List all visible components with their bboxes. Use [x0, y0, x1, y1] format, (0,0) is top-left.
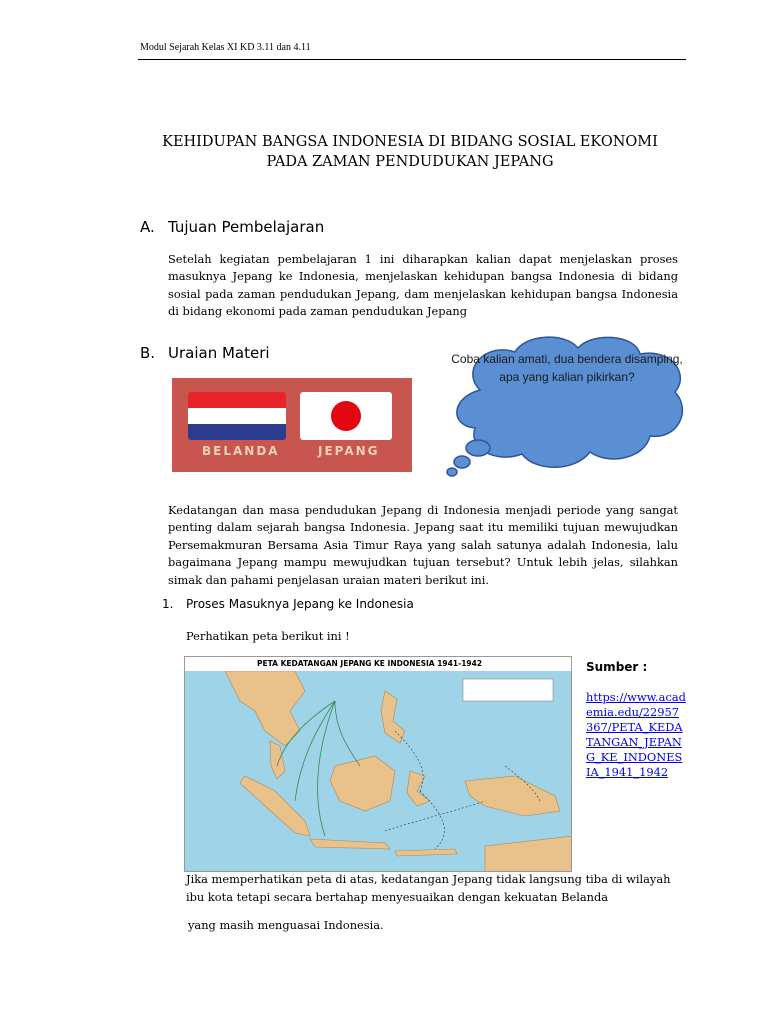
flags-image [172, 378, 412, 472]
section-a-heading [140, 218, 324, 236]
map-title: PETA KEDATANGAN JEPANG KE INDONESIA 1941-1942 [185, 657, 571, 671]
title-line-2: PADA ZAMAN PENDUDUKAN JEPANG [266, 154, 554, 170]
flag-label-jepang: JEPANG [318, 444, 380, 458]
section-b-paragraph: Kedatangan dan masa pendudukan Jepang di Indonesia menjadi periode yang sangat penting dalam sejarah bangsa Indonesia. Jepang saat itu memiliki tujuan mewujudkan Persemakmuran Bersama Asia Timur Raya yang salah satunya adalah Indonesia, lalu bagaimana Jepang mampu mewujudkan tujuan tersebut? Untuk lebih jelas, silahkan simak dan pahami penjelasan uraian materi berikut ini. [168, 503, 678, 587]
map-instruction: Perhatikan peta berikut ini ! [186, 629, 350, 643]
section-b-title: Uraian Materi [168, 344, 270, 362]
thought-cloud [440, 330, 690, 480]
section-b-letter: B. [140, 344, 156, 362]
map-explanation-continuation: yang masih menguasai Indonesia. [188, 918, 384, 932]
page-header: Modul Sejarah Kelas XI KD 3.11 dan 4.11 [140, 42, 311, 53]
section-a-letter: A. [140, 218, 155, 236]
map-explanation-paragraph: Jika memperhatikan peta di atas, kedatangan Jepang tidak langsung tiba di wilayah ibu kota tetapi secara bertahap menyesuaikan dengan kekuatan Belanda [186, 872, 671, 904]
section-b-heading [140, 344, 270, 362]
subsection-1-number: 1. [162, 597, 174, 611]
flag-label-belanda: BELANDA [202, 444, 280, 458]
japan-invasion-map [184, 656, 572, 872]
subsection-1-heading [162, 597, 414, 611]
japan-flag-icon [300, 392, 392, 440]
netherlands-flag-icon [188, 392, 286, 440]
subsection-1-title: Proses Masuknya Jepang ke Indonesia [186, 597, 414, 611]
title-line-1: KEHIDUPAN BANGSA INDONESIA DI BIDANG SOSIAL EKONOMI [162, 134, 658, 150]
section-a-paragraph: Setelah kegiatan pembelajaran 1 ini diharapkan kalian dapat menjelaskan proses masuknya Jepang ke Indonesia, menjelaskan kehidupan bangsa Indonesia di bidang sosial pada zaman pendudukan Jepang, dam menjelaskan kehidupan bangsa Indonesia di bidang ekonomi pada zaman pendudukan Jepang [168, 252, 678, 319]
map-graphic [185, 671, 572, 872]
source-link[interactable]: https://www.academia.edu/22957367/PETA_KEDATANGAN_JEPANG_KE_INDONESIA_1941_1942 [586, 690, 686, 779]
section-a-title: Tujuan Pembelajaran [168, 218, 325, 236]
source-label: Sumber : [586, 660, 648, 674]
header-rule [138, 59, 686, 60]
cloud-question-text: Coba kalian amati, dua bendera disamping, apa yang kalian pikirkan? [451, 352, 683, 384]
document-title [130, 132, 690, 172]
